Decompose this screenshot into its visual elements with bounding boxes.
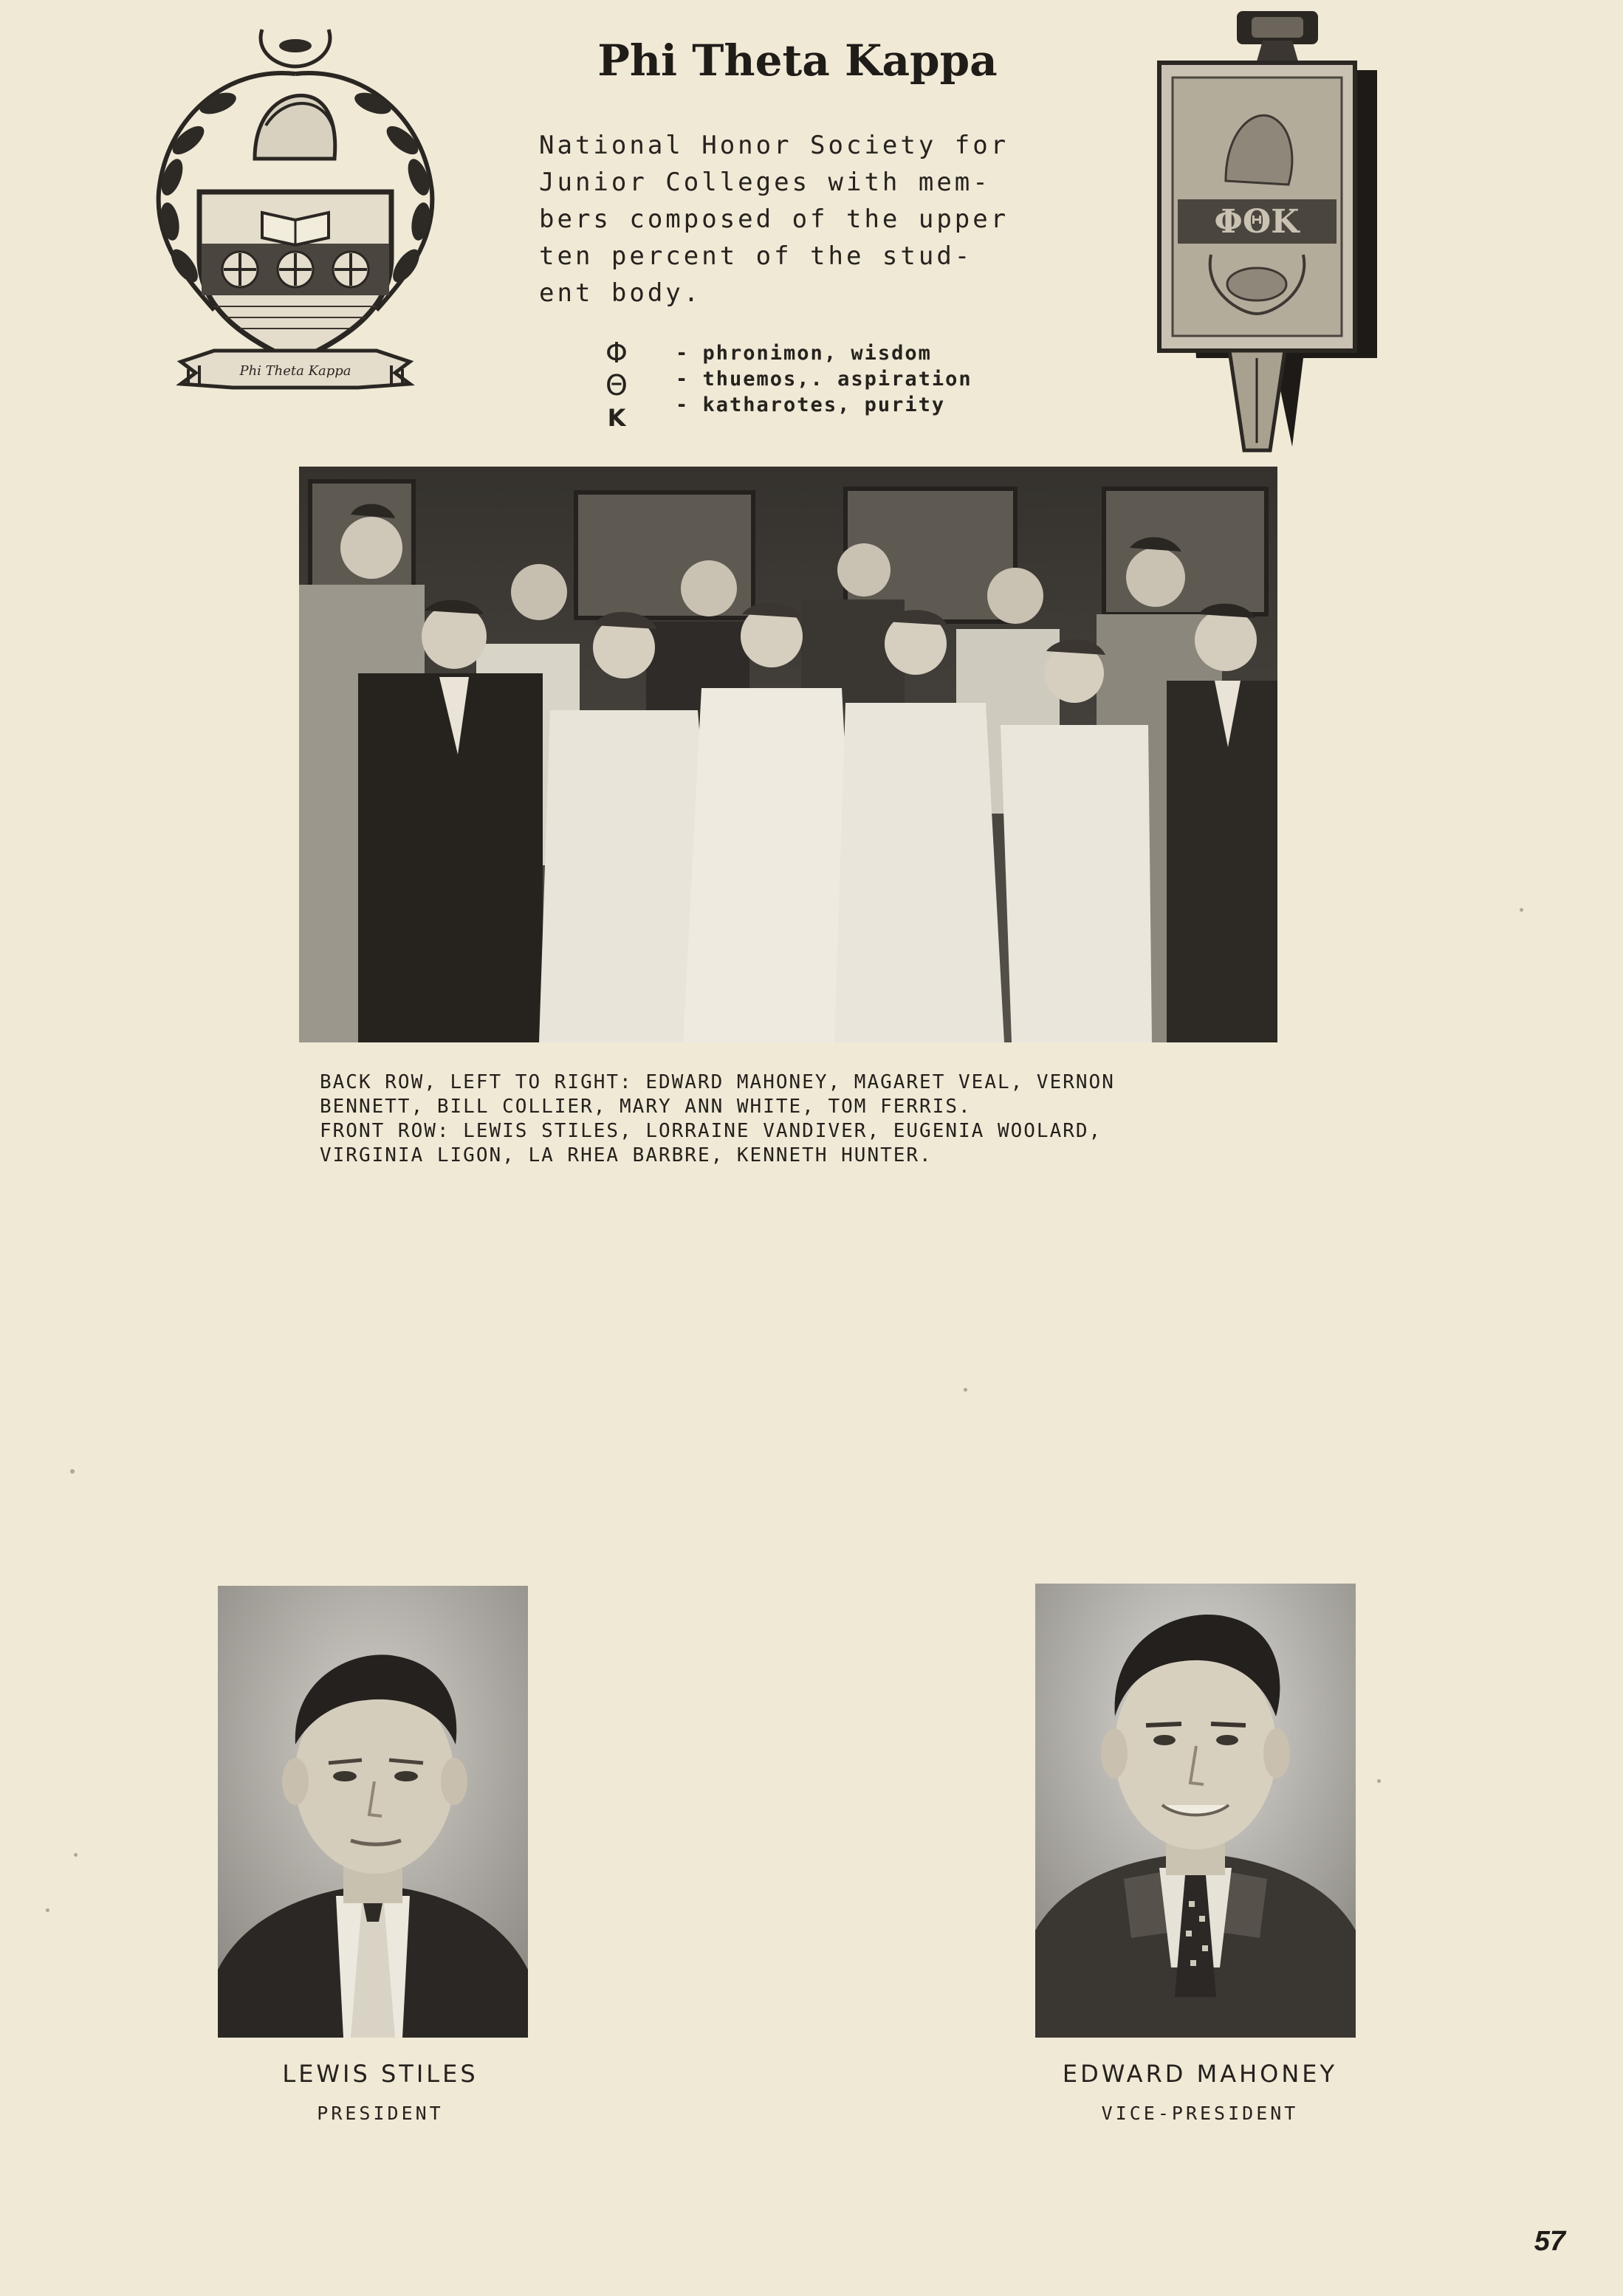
- meaning-kappa: - katharotes, purity: [676, 392, 972, 418]
- society-description: [539, 127, 1071, 312]
- description-line: ent body.: [539, 278, 702, 308]
- vice-president-title: VICE-PRESIDENT: [1101, 2103, 1299, 2124]
- description-line: Junior Colleges with mem-: [539, 168, 991, 197]
- president-name: LEWIS STILES: [282, 2060, 478, 2088]
- page-number: 57: [1534, 2226, 1565, 2257]
- paper-speck: [964, 1388, 967, 1392]
- caption-line: VIRGINIA LIGON, LA RHEA BARBRE, KENNETH HUNTER.: [320, 1144, 933, 1166]
- crest-motto: Phi Theta Kappa: [239, 363, 351, 379]
- key-pin-emblem: [1145, 11, 1388, 454]
- paper-speck: [1520, 908, 1523, 912]
- paper-speck: [46, 1908, 49, 1912]
- meaning-phi: - phronimon, wisdom: [676, 340, 972, 366]
- caption-line: BENNETT, BILL COLLIER, MARY ANN WHITE, TOM FERRIS.: [320, 1096, 972, 1118]
- description-line: National Honor Society for: [539, 131, 1009, 160]
- caption-line: FRONT ROW: LEWIS STILES, LORRAINE VANDIVER, EUGENIA WOOLARD,: [320, 1120, 1102, 1142]
- meaning-theta: - thuemos,. aspiration: [676, 366, 972, 392]
- portrait-vice-president: [1035, 1584, 1356, 2038]
- president-title: PRESIDENT: [317, 2103, 444, 2124]
- crest-emblem: [144, 15, 447, 399]
- group-photo-caption: [320, 1070, 1302, 1168]
- paper-speck: [74, 1853, 78, 1857]
- paper-speck: [1377, 1779, 1381, 1783]
- kappa-letter: K: [607, 404, 626, 432]
- group-photo: [299, 467, 1277, 1042]
- description-line: ten percent of the stud-: [539, 241, 973, 271]
- page-title: Phi Theta Kappa: [597, 35, 998, 86]
- description-line: bers composed of the upper: [539, 204, 1009, 234]
- greek-letter-meanings: [594, 336, 1037, 432]
- paper-speck: [70, 1469, 75, 1474]
- theta-letter: Θ: [605, 369, 628, 402]
- vice-president-name: EDWARD MAHONEY: [1062, 2060, 1338, 2088]
- key-pin-letters: ΦΘΚ: [1214, 203, 1300, 241]
- greek-letters-glyph: [594, 336, 639, 432]
- portrait-president: [218, 1586, 528, 2038]
- phi-letter: Φ: [605, 337, 628, 369]
- caption-line: BACK ROW, LEFT TO RIGHT: EDWARD MAHONEY, MAGARET VEAL, VERNON: [320, 1071, 1115, 1093]
